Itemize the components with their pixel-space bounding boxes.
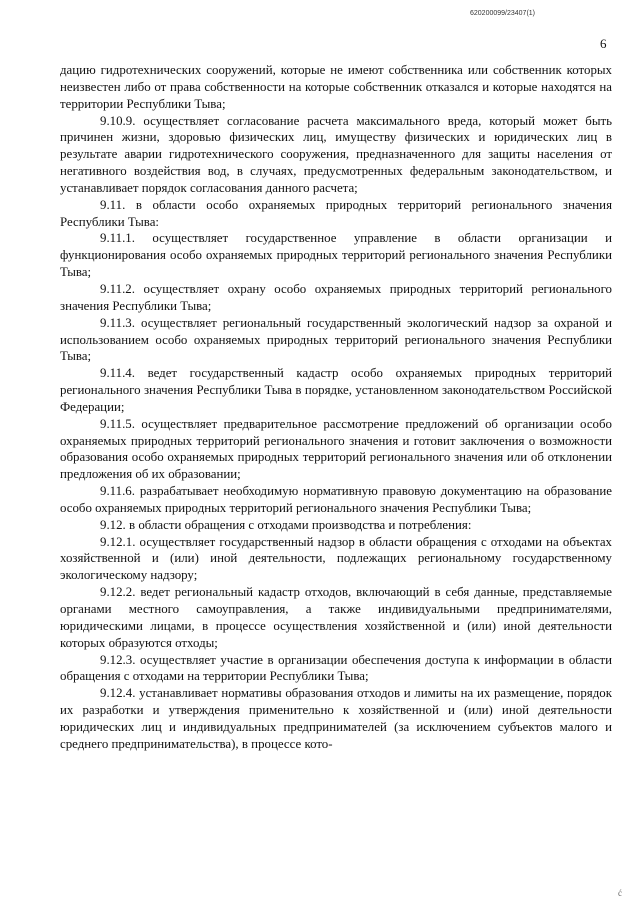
paragraph: 9.11.2. осуществляет охрану особо охраняемых природных территорий регионального значения Республики Тыва; bbox=[60, 281, 612, 313]
paragraph: 9.11.6. разрабатывает необходимую нормативную правовую документацию на образование особо охраняемых природных территорий регионального значения Республики Тыва; bbox=[60, 484, 612, 515]
paragraph: 9.10.9. осуществляет согласование расчета максимального вреда, который может быть причинен жизни, здоровью физических лиц, имуществу физических и юридических лиц в результате аварии гидротехнического сооружения, предназначенного для защиты населения от негативного воздействия вод, в случаях, предусмотренных федеральным законодательством, и устанавливает порядок согласования данного расчета; bbox=[60, 113, 612, 195]
paragraph: 9.12.2. ведет региональный кадастр отходов, включающий в себя данные, представляемые органами местного самоуправления, а также индивидуальными предпринимателями, юридическими лицами, в процессе осуществления хозяйственной и (или) иной деятельности которых образуются отходы; bbox=[60, 585, 612, 650]
paragraph: 9.12. в области обращения с отходами производства и потребления: bbox=[100, 517, 472, 532]
paragraph: 9.11.3. осуществляет региональный государственный экологический надзор за охраной и использованием особо охраняемых природных территорий регионального значения Республики Тыва; bbox=[60, 315, 612, 364]
margin-mark: ć bbox=[618, 888, 622, 898]
page-number: 6 bbox=[600, 36, 607, 51]
paragraph: 9.12.1. осуществляет государственный надзор в области обращения с отходами на объектах хозяйственной и (или) иной деятельности, подлежащих региональному государственному экологическому надзору; bbox=[60, 534, 612, 583]
paragraph: 9.11. в области особо охраняемых природных территорий регионального значения Республики Тыва: bbox=[60, 197, 612, 229]
paragraph: 9.11.5. осуществляет предварительное рассмотрение предложений об организации особо охраняемых природных территорий регионального значения и готовит заключения о возможности образования особо охраняемых природных территорий регионального значения или об отклонении предложения об их образовании; bbox=[60, 416, 612, 482]
paragraph: 9.11.1. осуществляет государственное управление в области организации и функционирования особо охраняемых природных территорий регионального значения Республики Тыва; bbox=[60, 231, 612, 280]
paragraph: 9.12.4. устанавливает нормативы образования отходов и лимиты на их размещение, порядок их разработки и утверждения применительно к хозяйственной и (или) иной деятельности юридических лиц и индивидуальных предпринимателей (за исключением субъектов малого и среднего предпринимательства), в процессе кото- bbox=[60, 686, 612, 751]
document-id: 620200099/23407(1) bbox=[470, 10, 536, 17]
paragraph: дацию гидротехнических сооружений, которые не имеют собственника или собственник которых неизвестен либо от права собственности на которые собственник отказался и которые находятся на территории Республики Тыва; bbox=[60, 63, 612, 111]
document-body bbox=[60, 62, 612, 753]
paragraph: 9.11.4. ведет государственный кадастр особо охраняемых природных территорий регионального значения Республики Тыва в порядке, установленном законодательством Российской Федерации; bbox=[60, 366, 612, 414]
paragraph: 9.12.3. осуществляет участие в организации обеспечения доступа к информации в области обращения с отходами на территории Республики Тыва; bbox=[60, 652, 612, 684]
